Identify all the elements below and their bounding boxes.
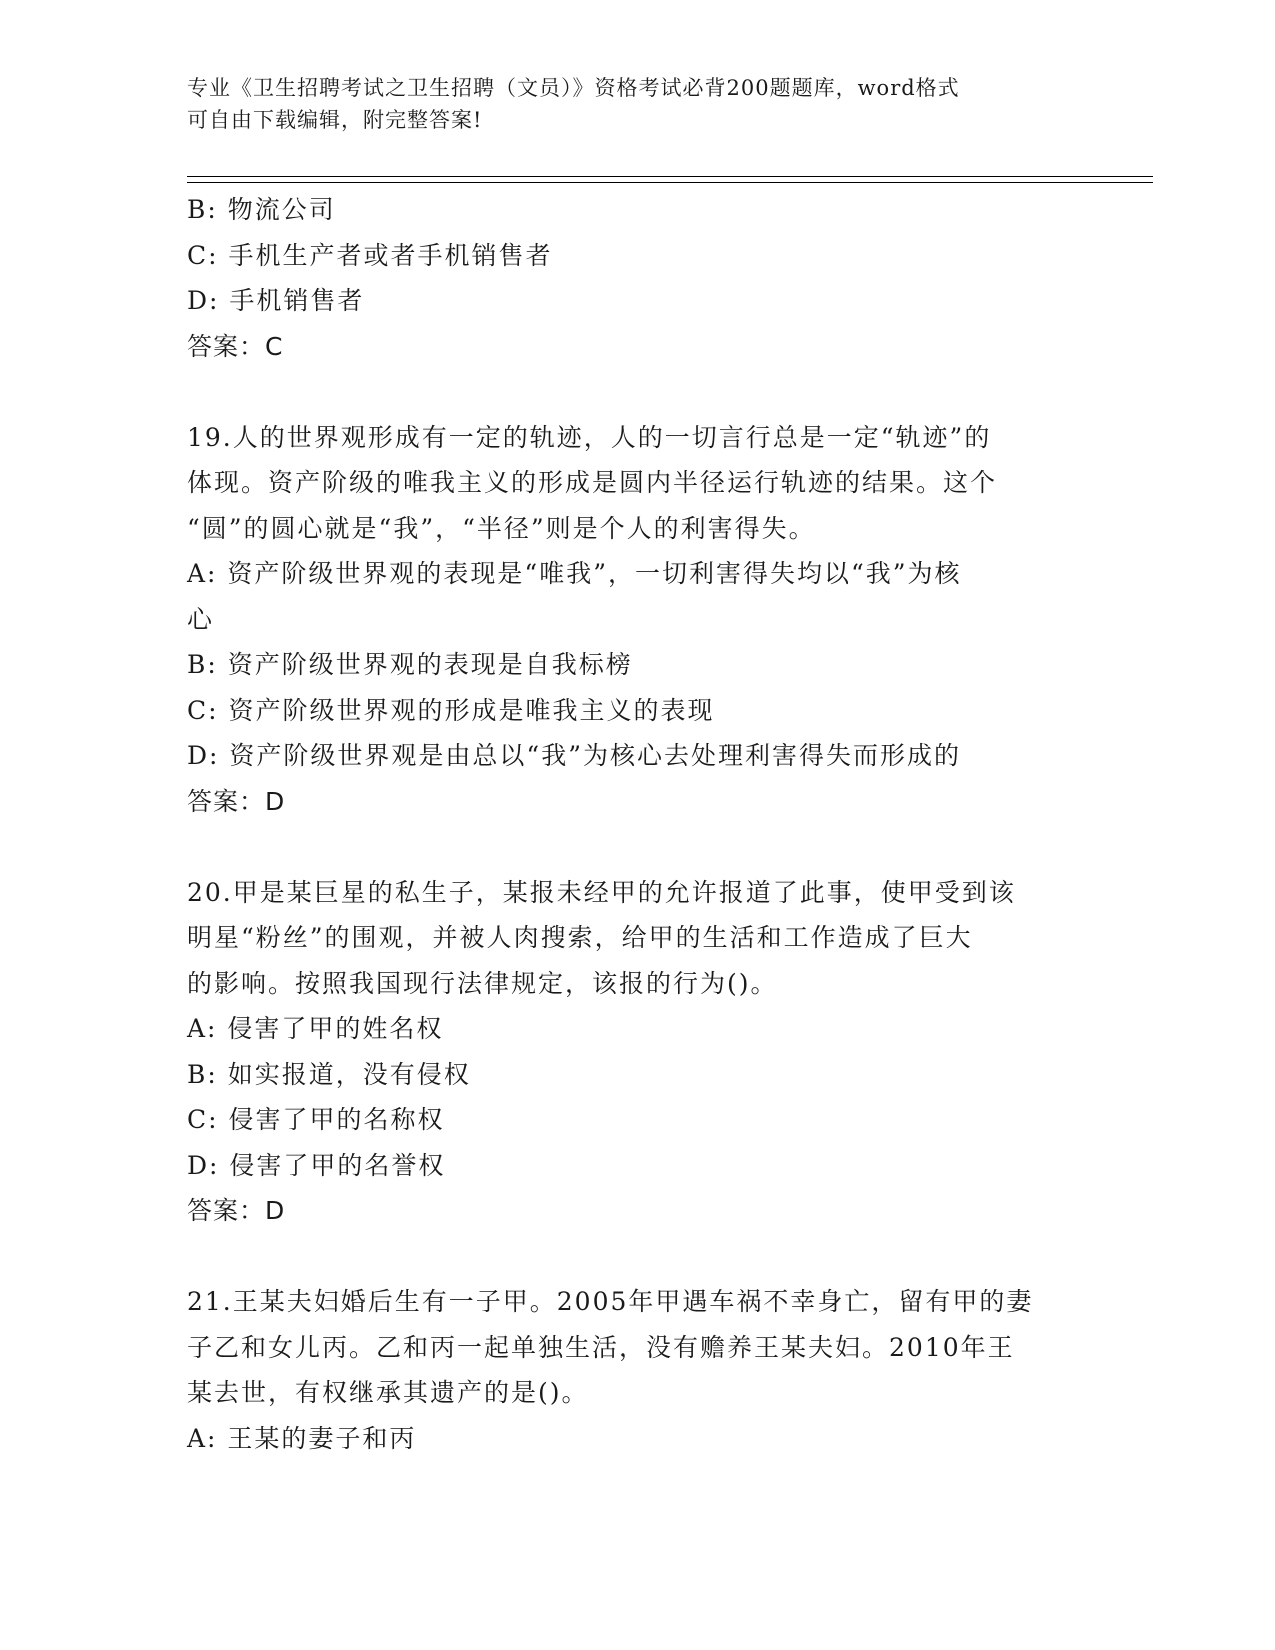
option-d: D: 侵害了甲的名誉权: [187, 1150, 446, 1180]
header-line-2: 可自由下载编辑，附完整答案!: [187, 108, 483, 132]
spacer: [187, 1234, 1087, 1280]
option-d: D: 手机销售者: [187, 286, 365, 315]
option-c: C: 侵害了甲的名称权: [187, 1105, 445, 1134]
option-a-continued: 心: [187, 604, 215, 634]
option-a: A: 侵害了甲的姓名权: [187, 1014, 444, 1043]
question-20: [187, 870, 1087, 1234]
header-divider-top: [187, 176, 1153, 177]
question-19: [187, 415, 1087, 825]
question-18-continued: [187, 187, 1087, 369]
question-stem-line: 体现。资产阶级的唯我主义的形成是圆内半径运行轨迹的结果。这个: [187, 468, 998, 497]
option-b: B: 如实报道，没有侵权: [187, 1059, 471, 1089]
document-header: [187, 72, 1067, 136]
spacer: [187, 824, 1087, 870]
question-stem-line: 21.王某夫妇婚后生有一子甲。2005年甲遇车祸不幸身亡，留有甲的妻: [187, 1287, 1034, 1316]
question-stem-line: 20.甲是某巨星的私生子，某报未经甲的允许报道了此事，使甲受到该: [187, 877, 1016, 907]
question-stem-line: 的影响。按照我国现行法律规定，该报的行为()。: [187, 968, 778, 998]
header-divider-bottom: [187, 182, 1153, 183]
question-stem-line: 明星“粉丝”的围观，并被人肉搜索，给甲的生活和工作造成了巨大: [187, 923, 973, 952]
header-line-1: 专业《卫生招聘考试之卫生招聘（文员）》资格考试必背200题题库，word格式: [187, 76, 960, 100]
option-c: C: 资产阶级世界观的形成是唯我主义的表现: [187, 695, 715, 725]
answer: 答案：D: [187, 786, 286, 816]
option-b: B: 物流公司: [187, 195, 336, 224]
option-a: A: 王某的妻子和丙: [187, 1423, 417, 1453]
answer: 答案：D: [187, 1196, 286, 1225]
question-stem-line: 某去世，有权继承其遗产的是()。: [187, 1378, 589, 1407]
option-d: D: 资产阶级世界观是由总以“我”为核心去处理利害得失而形成的: [187, 741, 961, 770]
answer: 答案：C: [187, 331, 284, 361]
question-21: [187, 1279, 1087, 1461]
question-stem-line: “圆”的圆心就是“我”，“半径”则是个人的利害得失。: [187, 513, 816, 543]
option-a: A: 资产阶级世界观的表现是“唯我”，一切利害得失均以“我”为核: [187, 559, 962, 588]
spacer: [187, 369, 1087, 415]
question-stem-line: 19.人的世界观形成有一定的轨迹，人的一切言行总是一定“轨迹”的: [187, 422, 992, 452]
option-c: C: 手机生产者或者手机销售者: [187, 240, 553, 270]
document-body: [187, 187, 1087, 1461]
option-b: B: 资产阶级世界观的表现是自我标榜: [187, 650, 633, 679]
question-stem-line: 子乙和女儿丙。乙和丙一起单独生活，没有赡养王某夫妇。2010年王: [187, 1332, 1015, 1362]
